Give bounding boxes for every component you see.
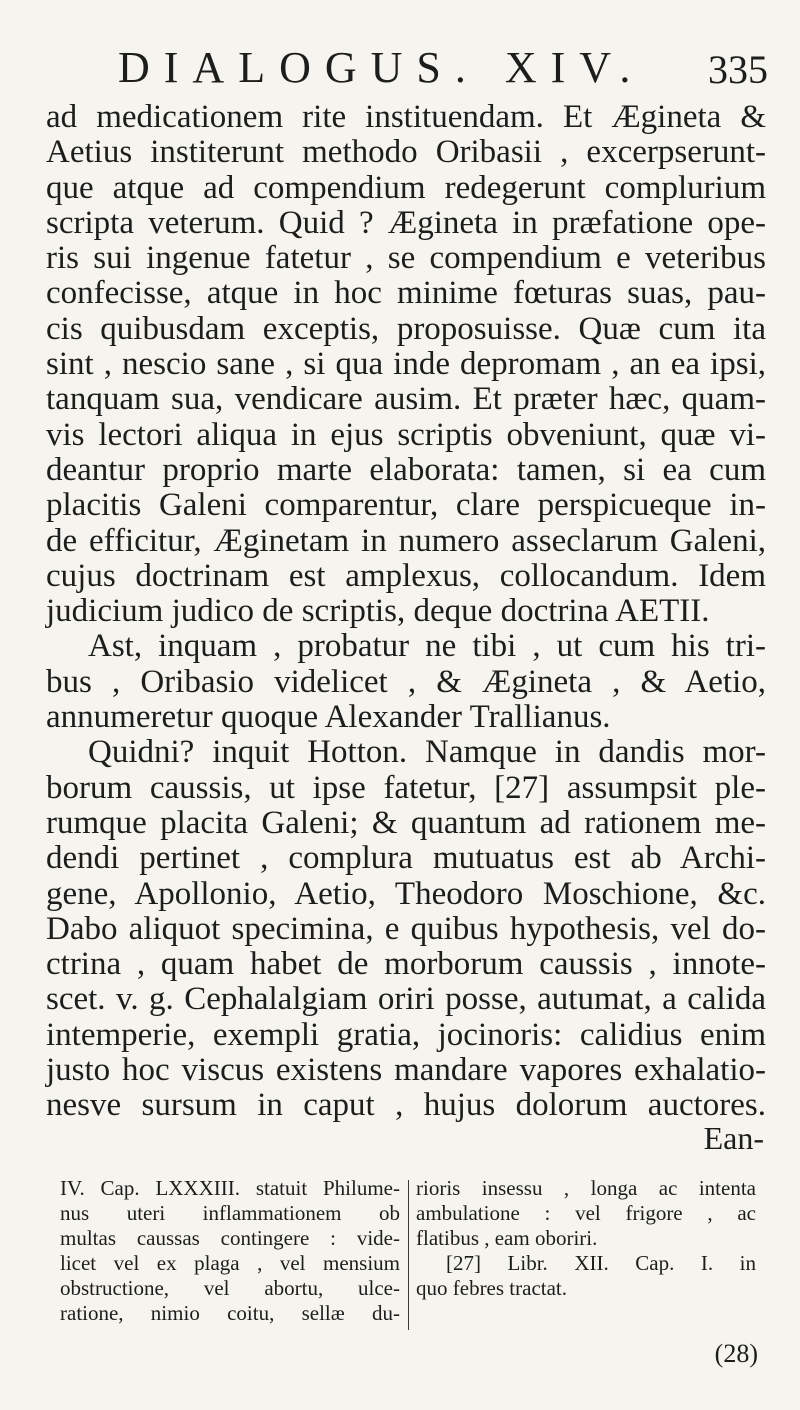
text-line: confecisse, atque in hoc minime fœturas suas, pau- [46, 275, 766, 312]
text-line: ad medicationem rite instituendam. Et Ægineta & [46, 99, 766, 135]
text-line: gene, Apollonio, Aetio, Theodoro Moschione, &c. [46, 875, 766, 912]
footnote-line: flatibus , eam oboriri. [416, 1226, 598, 1250]
text-line: cujus doctrinam est amplexus, collocandum. Idem [46, 557, 766, 594]
text-line: tanquam sua, vendicare ausim. Et præter hæc, quam- [46, 381, 766, 418]
text-line: Quidni? inquit Hotton. Namque in dandis mor- [88, 734, 766, 771]
text-line: annumeretur quoque Alexander Trallianus. [46, 699, 611, 736]
text-line: que atque ad compendium redegerunt complurium [46, 169, 766, 206]
running-title: DIALOGUS. XIV. [118, 43, 645, 92]
footnotes [60, 1176, 760, 1346]
signature-mark: (28) [714, 1339, 758, 1368]
footnote-line: obstructione, vel abortu, ulce- [60, 1276, 400, 1300]
text-line: Ast, inquam , probatur ne tibi , ut cum his tri- [88, 628, 766, 665]
footnote-line: nus uteri inflammationem ob [60, 1201, 400, 1225]
footnote-line: rioris insessu , longa ac intenta [416, 1176, 756, 1200]
footnote-line: ratione, nimio coitu, sellæ du- [60, 1301, 400, 1325]
text-line: cis quibusdam exceptis, proposuisse. Quæ cum ita [46, 310, 766, 347]
footnote-line: licet vel ex plaga , vel mensium [60, 1251, 400, 1275]
text-line: bus , Oribasio videlicet , & Ægineta , & Aetio, [46, 663, 766, 700]
text-line: ctrina , quam habet de morborum caussis , innote- [46, 946, 766, 983]
text-line: judicium judico de scriptis, deque doctrina AETII. [46, 593, 710, 630]
column-divider [408, 1180, 409, 1330]
text-line: borum caussis, ut ipse fatetur, [27] assumpsit ple- [46, 769, 766, 806]
catchword: Ean- [703, 1120, 764, 1156]
footnote-line: ambulatione : vel frigore , ac [416, 1201, 756, 1225]
main-text [46, 100, 766, 1124]
text-line: sint , nescio sane , si qua inde depromam , an ea ipsi, [46, 346, 766, 383]
running-header [118, 38, 768, 98]
text-line: justo hoc viscus existens mandare vapores exhalatio- [46, 1052, 766, 1089]
text-line: placitis Galeni comparentur, clare perspicueque in- [46, 487, 766, 524]
text-line: deantur proprio marte elaborata: tamen, si ea cum [46, 451, 766, 488]
text-line: dendi pertinet , complura mutuatus est ab Archi- [46, 840, 766, 877]
text-line: rumque placita Galeni; & quantum ad rationem me- [46, 804, 766, 841]
footnote-line: multas caussas contingere : vide- [60, 1226, 400, 1250]
text-line: scet. v. g. Cephalalgiam oriri posse, autumat, a calida [46, 981, 766, 1018]
text-line: ris sui ingenue fatetur , se compendium e veteribus [46, 240, 766, 277]
text-line: vis lectori aliqua in ejus scriptis obveniunt, quæ vi- [46, 416, 766, 453]
text-line: de efficitur, Æginetam in numero asseclarum Galeni, [46, 522, 766, 559]
text-line: intemperie, exempli gratia, jocinoris: calidius enim [46, 1016, 766, 1053]
footnote-column-right [416, 1176, 756, 1301]
text-line: nesve sursum in caput , hujus dolorum auctores. [46, 1087, 766, 1124]
footnote-line: quo febres tractat. [416, 1276, 568, 1300]
text-line: scripta veterum. Quid ? Ægineta in præfatione ope- [46, 204, 766, 241]
footnote-column-left [60, 1176, 400, 1326]
text-line: Dabo aliquot specimina, e quibus hypothesis, vel do- [46, 910, 766, 947]
text-line: Aetius institerunt methodo Oribasii , excerpserunt- [46, 134, 766, 171]
footnote-line: IV. Cap. LXXXIII. statuit Philume- [60, 1176, 400, 1200]
footnote-line: [27] Libr. XII. Cap. I. in [446, 1251, 756, 1275]
page-number: 335 [708, 47, 768, 92]
